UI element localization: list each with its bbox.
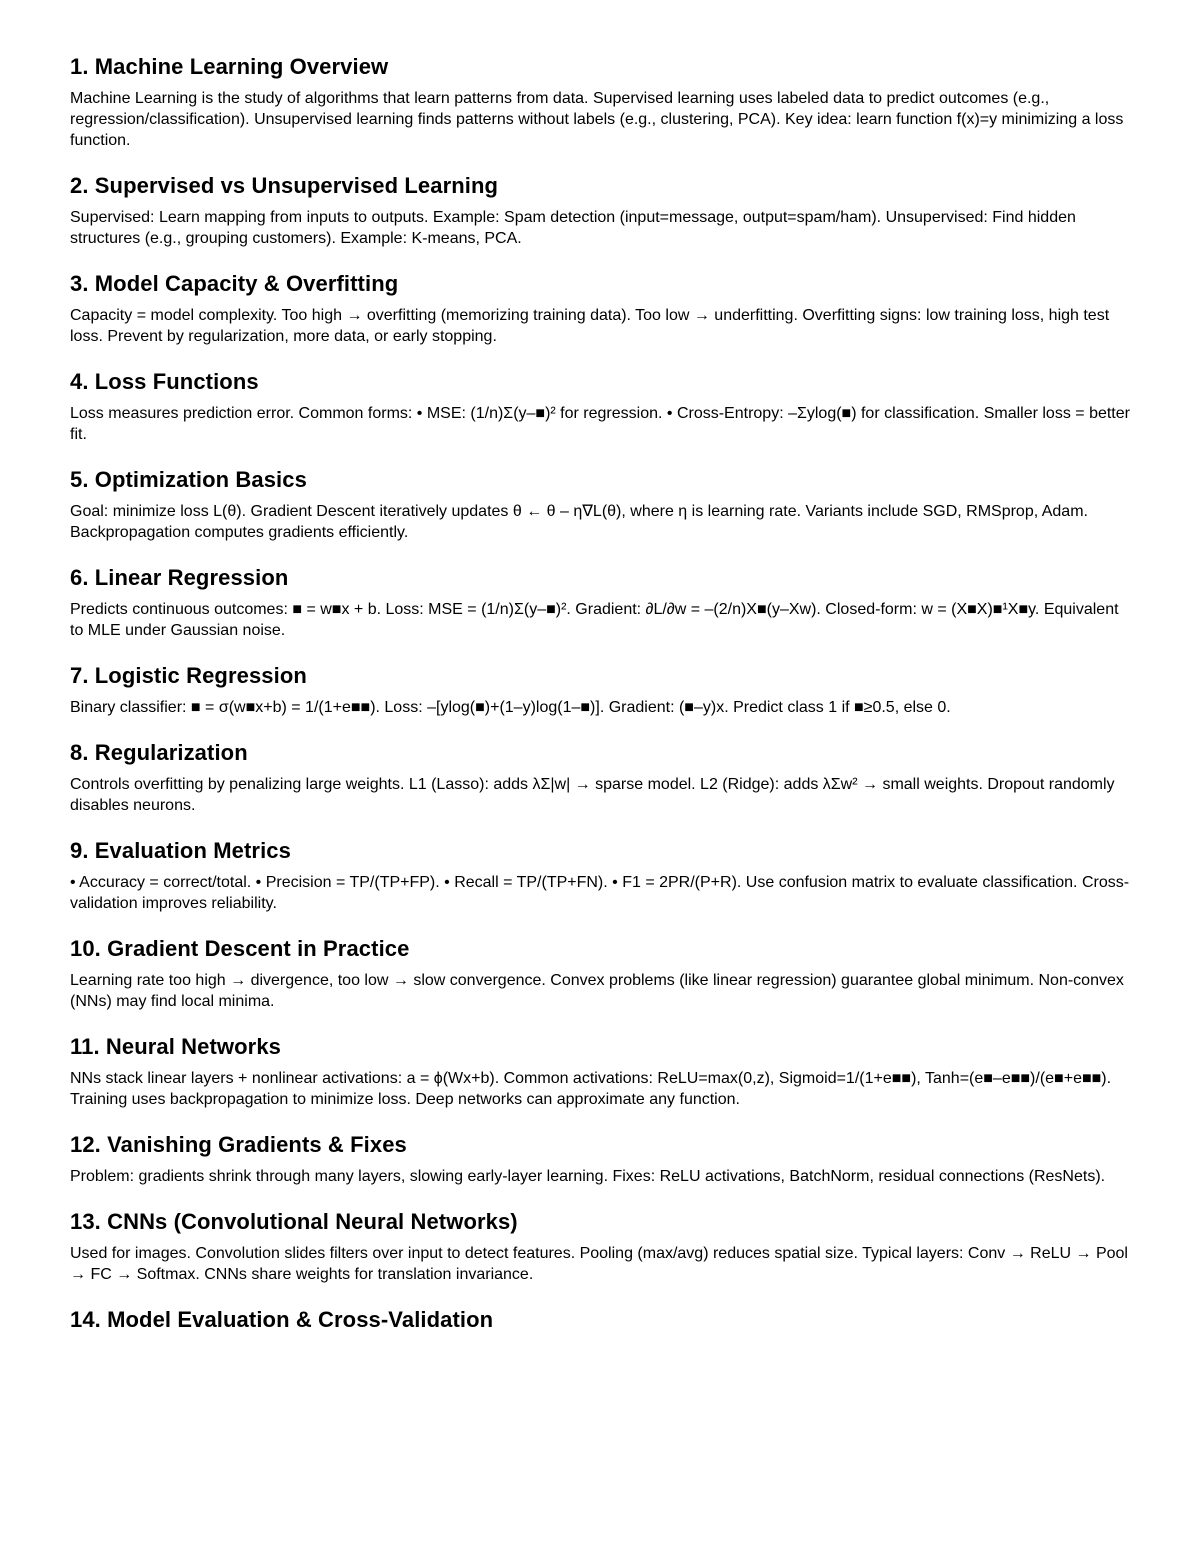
- section-cnns: [70, 1207, 1135, 1285]
- section-body: Used for images. Convolution slides filters over input to detect features. Pooling (max/avg) reduces spatial size. Typical layers: Conv → ReLU → Pool → FC → Softmax. CNNs share weights for translation invariance.: [70, 1245, 1128, 1283]
- section-model-capacity: [70, 269, 1135, 347]
- section-body: Controls overfitting by penalizing large weights. L1 (Lasso): adds λΣ|w| → sparse model. L2 (Ridge): adds λΣw² → small weights. Dropout randomly disables neurons.: [70, 776, 1115, 814]
- section-neural-networks: [70, 1032, 1135, 1110]
- section-heading: 4. Loss Functions: [70, 369, 259, 394]
- section-body: Machine Learning is the study of algorithms that learn patterns from data. Supervised learning uses labeled data to predict outcomes (e.g., regression/classification). Unsupervised learning finds patterns without labels (e.g., clustering, PCA). Key idea: learn function f(x)=y minimizing a loss function.: [70, 90, 1124, 149]
- section-body: Supervised: Learn mapping from inputs to outputs. Example: Spam detection (input=message, output=spam/ham). Unsupervised: Find hidden structures (e.g., grouping customers). Example: K-means, PCA.: [70, 209, 1076, 247]
- section-body: Capacity = model complexity. Too high → overfitting (memorizing training data). Too low → underfitting. Overfitting signs: low training loss, high test loss. Prevent by regularization, more data, or early stopping.: [70, 307, 1110, 345]
- section-body: NNs stack linear layers + nonlinear activations: a = ϕ(Wx+b). Common activations: ReLU=max(0,z), Sigmoid=1/(1+e■■), Tanh=(e■–e■■)/(e■+e■■). Training uses backpropagation to minimize loss. Deep networks can approximate any function.: [70, 1070, 1112, 1108]
- section-vanishing-gradients: [70, 1130, 1135, 1187]
- section-gradient-descent-practice: [70, 934, 1135, 1012]
- section-linear-regression: [70, 563, 1135, 641]
- document-page: [70, 52, 1135, 1355]
- section-heading: 10. Gradient Descent in Practice: [70, 936, 410, 961]
- section-model-evaluation: [70, 1305, 1135, 1335]
- section-heading: 9. Evaluation Metrics: [70, 838, 291, 863]
- section-heading: 14. Model Evaluation & Cross-Validation: [70, 1307, 494, 1332]
- section-body: Learning rate too high → divergence, too low → slow convergence. Convex problems (like linear regression) guarantee global minimum. Non-convex (NNs) may find local minima.: [70, 972, 1124, 1010]
- section-evaluation-metrics: [70, 836, 1135, 914]
- section-heading: 3. Model Capacity & Overfitting: [70, 271, 399, 296]
- section-supervised-vs-unsupervised: [70, 171, 1135, 249]
- section-heading: 1. Machine Learning Overview: [70, 54, 389, 79]
- section-regularization: [70, 738, 1135, 816]
- section-body: Problem: gradients shrink through many layers, slowing early-layer learning. Fixes: ReLU activations, BatchNorm, residual connections (ResNets).: [70, 1168, 1106, 1185]
- section-logistic-regression: [70, 661, 1135, 718]
- section-loss-functions: [70, 367, 1135, 445]
- section-ml-overview: [70, 52, 1135, 151]
- section-body: Binary classifier: ■ = σ(w■x+b) = 1/(1+e■■). Loss: –[ylog(■)+(1–y)log(1–■)]. Gradient: (■–y)x. Predict class 1 if ■≥0.5, else 0.: [70, 699, 951, 716]
- section-heading: 13. CNNs (Convolutional Neural Networks): [70, 1209, 518, 1234]
- section-heading: 8. Regularization: [70, 740, 248, 765]
- section-optimization-basics: [70, 465, 1135, 543]
- section-body: • Accuracy = correct/total. • Precision = TP/(TP+FP). • Recall = TP/(TP+FN). • F1 = 2PR/(P+R). Use confusion matrix to evaluate classification. Cross-validation improves reliability.: [70, 874, 1130, 912]
- section-heading: 6. Linear Regression: [70, 565, 289, 590]
- section-heading: 2. Supervised vs Unsupervised Learning: [70, 173, 499, 198]
- section-body: Predicts continuous outcomes: ■ = w■x + b. Loss: MSE = (1/n)Σ(y–■)². Gradient: ∂L/∂w = –(2/n)X■(y–Xw). Closed-form: w = (X■X)■¹X■y. Equivalent to MLE under Gaussian noise.: [70, 601, 1119, 639]
- section-body: Loss measures prediction error. Common forms: • MSE: (1/n)Σ(y–■)² for regression. • Cross-Entropy: –Σylog(■) for classification. Smaller loss = better fit.: [70, 405, 1130, 443]
- section-heading: 5. Optimization Basics: [70, 467, 307, 492]
- section-body: Goal: minimize loss L(θ). Gradient Descent iteratively updates θ ← θ – η∇L(θ), where η is learning rate. Variants include SGD, RMSprop, Adam. Backpropagation computes gradients efficiently.: [70, 503, 1088, 541]
- section-heading: 12. Vanishing Gradients & Fixes: [70, 1132, 407, 1157]
- section-heading: 11. Neural Networks: [70, 1034, 281, 1059]
- section-heading: 7. Logistic Regression: [70, 663, 307, 688]
